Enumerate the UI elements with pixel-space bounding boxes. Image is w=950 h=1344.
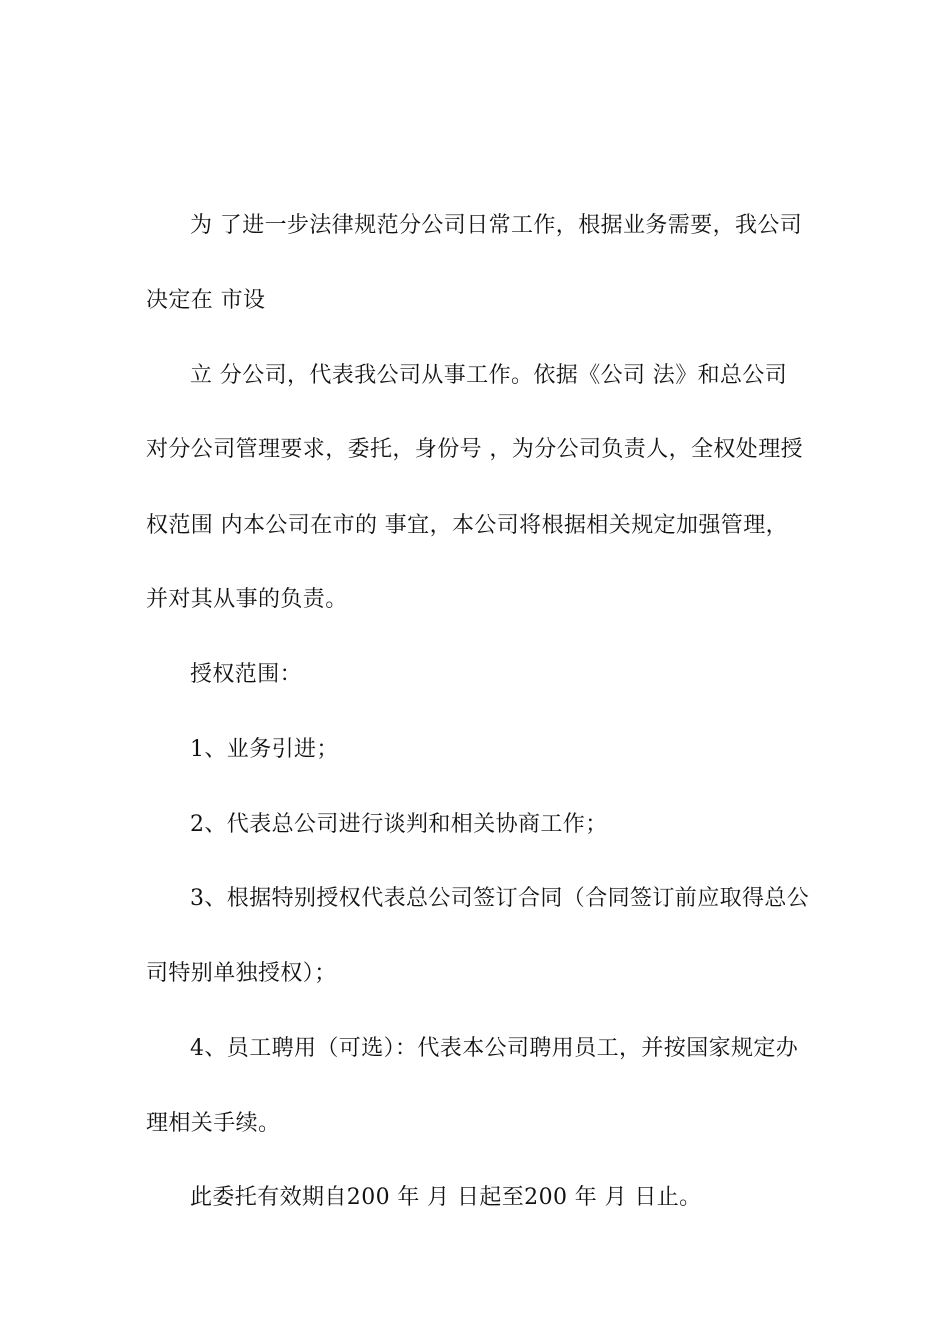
- scope-item-2: 2、代表总公司进行谈判和相关协商工作；: [190, 812, 608, 837]
- paragraph-1-line-2: 决定在 市设: [146, 288, 266, 313]
- paragraph-2-line-4: 并对其从事的负责。: [146, 587, 348, 612]
- scope-item-3-line-2: 司特别单独授权）；: [146, 961, 337, 986]
- paragraph-1-line-1: 为 了进一步法律规范分公司日常工作，根据业务需要，我公司: [190, 213, 803, 238]
- paragraph-2-line-1: 立 分公司，代表我公司从事工作。依据《公司 法》和总公司: [190, 363, 788, 388]
- scope-item-1: 1、业务引进；: [190, 737, 339, 762]
- paragraph-2-line-3: 权范围 内本公司在市的 事宜，本公司将根据相关规定加强管理，: [146, 513, 788, 538]
- scope-item-4-line-2: 理相关手续。: [146, 1111, 281, 1136]
- paragraph-2-line-2: 对分公司管理要求，委托，身份号 ，为分公司负责人，全权处理授: [146, 437, 803, 462]
- scope-item-4-line-1: 4、员工聘用（可选）：代表本公司聘用员工，并按国家规定办: [190, 1036, 799, 1061]
- scope-heading: 授权范围：: [190, 662, 303, 687]
- validity-statement: 此委托有效期自200 年 月 日起至200 年 月 日止。: [190, 1185, 702, 1210]
- scope-item-3-line-1: 3、根据特别授权代表总公司签订合同（合同签订前应取得总公: [190, 886, 810, 911]
